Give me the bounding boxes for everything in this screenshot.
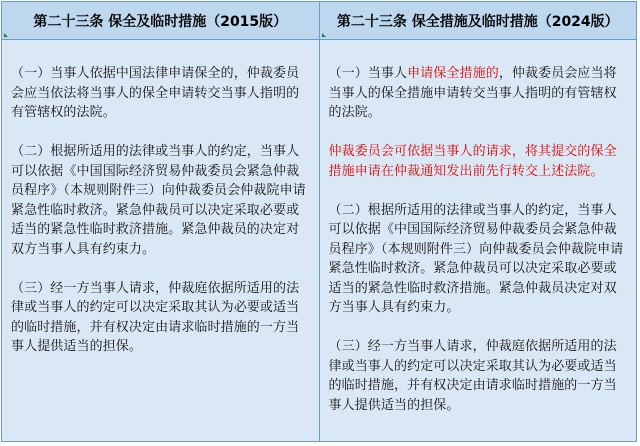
comparison-table — [1, 1, 637, 442]
header-2015-title: 第二十三条 保全及临时措施（2015版） — [33, 13, 288, 30]
article-clause-1: （一）当事人依据中国法律申请保全的，仲裁委员会应当依法将当事人的保全申请转交当事人指明的有管辖权的法院。 — [11, 66, 300, 120]
header-2024 — [320, 2, 637, 39]
column-2015 — [2, 40, 320, 441]
cell-corner-marker-icon — [322, 33, 326, 37]
header-2015 — [2, 2, 320, 39]
clause-1-highlight: 申请保全措施的 — [407, 66, 499, 81]
new-clause-highlight: 仲裁委员会可依据当事人的请求，将其提交的保全措施申请在仲裁通知发出前先行转交上述法院。 — [328, 144, 617, 179]
clause-1-prefix: （一）当事人 — [328, 66, 408, 81]
cell-corner-marker-icon — [4, 33, 8, 37]
header-2024-title: 第二十三条 保全措施及临时措施（2024版） — [336, 13, 619, 30]
table-header-row — [2, 2, 636, 40]
article-clause-2: （二）根据所适用的法律或当事人的约定，当事人可以依据《中国国际经济贸易仲裁委员会紧急仲裁员程序》（本规则附件三）向仲裁委员会仲裁院申请紧急性临时救济。紧急仲裁员可以决定采取必要或适当的紧急性临时救济措施。紧急仲裁员决定对双方当事人具有约束力。 — [328, 202, 624, 315]
article-clause-2: （二）根据所适用的法律或当事人的约定，当事人可以依据《中国国际经济贸易仲裁委员会紧急仲裁员程序》（本规则附件三）向仲裁委员会仲裁院申请紧急性临时救济。紧急仲裁员可以决定采取必要或适当的紧急性临时救济措施。紧急仲裁员的决定对双方当事人具有约束力。 — [11, 144, 306, 257]
clause-1-rest: ，仲裁委员会应当将当事人的保全措施申请转交当事人指明的有管辖权的法院。 — [328, 66, 617, 120]
table-body-row — [2, 40, 636, 441]
column-2024 — [320, 40, 637, 441]
article-clause-3: （三）经一方当事人请求，仲裁庭依据所适用的法律或当事人的约定可以决定采取其认为必要或适当的临时措施，并有权决定由请求临时措施的一方当事人提供适当的担保。 — [328, 339, 617, 413]
article-clause-1 — [329, 64, 629, 123]
article-clause-3: （三）经一方当事人请求，仲裁庭依据所适用的法律或当事人的约定可以决定采取其认为必要或适当的临时措施，并有权决定由请求临时措施的一方当事人提供适当的担保。 — [11, 280, 300, 354]
